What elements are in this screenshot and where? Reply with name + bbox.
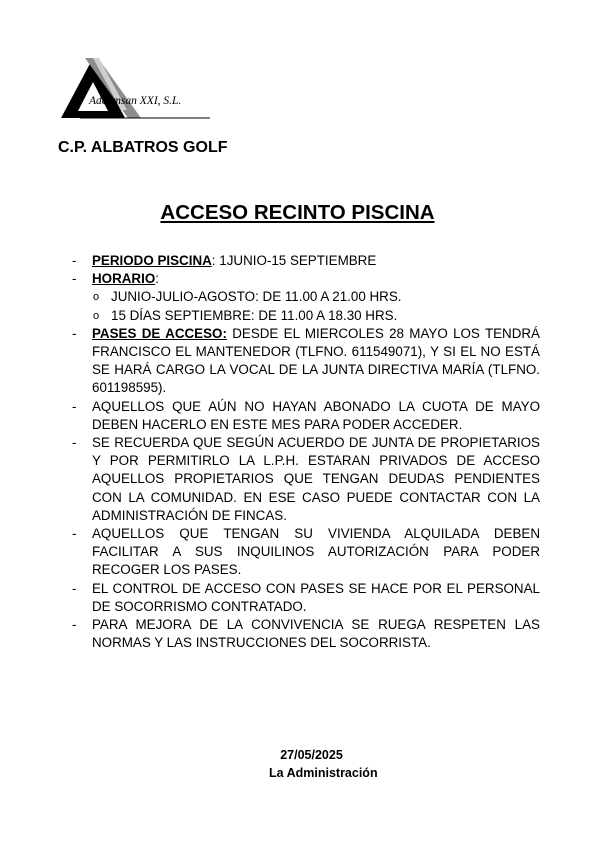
item-label: PERIODO PISCINA (92, 253, 212, 268)
item-label: PASES DE ACCESO: (92, 325, 227, 341)
list-item: - PARA MEJORA DE LA CONVIVENCIA SE RUEGA RESPETEN LAS NORMAS Y LAS INSTRUCCIONES DEL SOCORRISTA. (72, 617, 540, 651)
item-text: DESDE EL MIERCOLES 28 MAYO LOS TENDRÁ FRANCISCO EL MANTENEDOR (TLFNO. 611549071), Y SI EL NO ESTÁ SE HARÁ CARGO LA VOCAL DE LA JUNTA DIRECTIVA MARÍA (TLFNO. 601198595). (92, 325, 540, 396)
list-item: - AQUELLOS QUE AÚN NO HAYAN ABONADO LA CUOTA DE MAYO DEBEN HACERLO EN ESTE MES PARA PODER ACCEDER. (72, 398, 540, 432)
item-text: AQUELLOS QUE AÚN NO HAYAN ABONADO LA CUOTA DE MAYO DEBEN HACERLO EN ESTE MES PARA PODER ACCEDER. (92, 398, 540, 432)
item-text: 1JUNIO-15 SEPTIEMBRE (215, 253, 377, 268)
item-text: AQUELLOS QUE TENGAN SU VIVIENDA ALQUILADA DEBEN FACILITAR A SUS INQUILINOS AUTORIZACIÓN PARA PODER RECOGER LOS PASES. (92, 526, 540, 578)
list-item: - SE RECUERDA QUE SEGÚN ACUERDO DE JUNTA DE PROPIETARIOS Y POR PERMITIRLO LA L.P.H. ESTARAN PRIVADOS DE ACCESO AQUELLOS PROPIETARIOS QUE TENGAN DEUDAS PENDIENTES CON LA COMUNIDAD. EN ESE CASO PUEDE CONTACTAR CON LA ADMINISTRACIÓN DE FINCAS. (72, 435, 540, 523)
list-item-horario: - HORARIO: (72, 271, 159, 287)
list-item: - AQUELLOS QUE TENGAN SU VIVIENDA ALQUILADA DEBEN FACILITAR A SUS INQUILINOS AUTORIZACIÓN PARA PODER RECOGER LOS PASES. (72, 526, 540, 578)
list-item: - EL CONTROL DE ACCESO CON PASES SE HACE POR EL PERSONAL DE SOCORRISMO CONTRATADO. (72, 580, 540, 614)
sub-item-summer: o JUNIO-JULIO-AGOSTO: DE 11.00 A 21.00 HRS. (72, 288, 540, 306)
logo-company-name: Adcomsan XXI, S.L. (89, 95, 182, 107)
notice-body (72, 252, 540, 652)
company-logo (56, 54, 212, 130)
item-text: EL CONTROL DE ACCESO CON PASES SE HACE POR EL PERSONAL DE SOCORRISMO CONTRATADO. (92, 580, 540, 614)
circle-bullet-icon: o (93, 291, 100, 304)
circle-bullet-icon: o (93, 309, 100, 322)
item-label: HORARIO (92, 271, 156, 287)
triangle-logo-icon (56, 54, 212, 130)
notice-date: 27/05/2025 (280, 748, 343, 762)
item-text: SE RECUERDA QUE SEGÚN ACUERDO DE JUNTA DE PROPIETARIOS Y POR PERMITIRLO LA L.P.H. ESTARAN PRIVADOS DE ACCESO AQUELLOS PROPIETARIOS QUE TENGAN DEUDAS PENDIENTES CON LA COMUNIDAD. EN ESE CASO PUEDE CONTACTAR CON LA ADMINISTRACIÓN DE FINCAS. (92, 435, 540, 523)
item-text: PARA MEJORA DE LA CONVIVENCIA SE RUEGA RESPETEN LAS NORMAS Y LAS INSTRUCCIONES DEL SOCORRISTA. (92, 617, 540, 651)
sub-item-september: o 15 DÍAS SEPTIEMBRE: DE 11.00 A 18.30 HRS. (72, 307, 540, 325)
signature: La Administración (269, 766, 378, 780)
page-title: ACCESO RECINTO PISCINA (160, 201, 435, 224)
list-item-pases: - PASES DE ACCESO: DESDE EL MIERCOLES 28 MAYO LOS TENDRÁ FRANCISCO EL MANTENEDOR (TLFNO. 611549071), Y SI EL NO ESTÁ SE HARÁ CARGO LA VOCAL DE LA JUNTA DIRECTIVA MARÍA (TLFNO. 601198595). (72, 325, 540, 396)
list-item-periodo: - PERIODO PISCINA: 1JUNIO-15 SEPTIEMBRE (72, 253, 377, 268)
community-name: C.P. ALBATROS GOLF (58, 139, 228, 156)
